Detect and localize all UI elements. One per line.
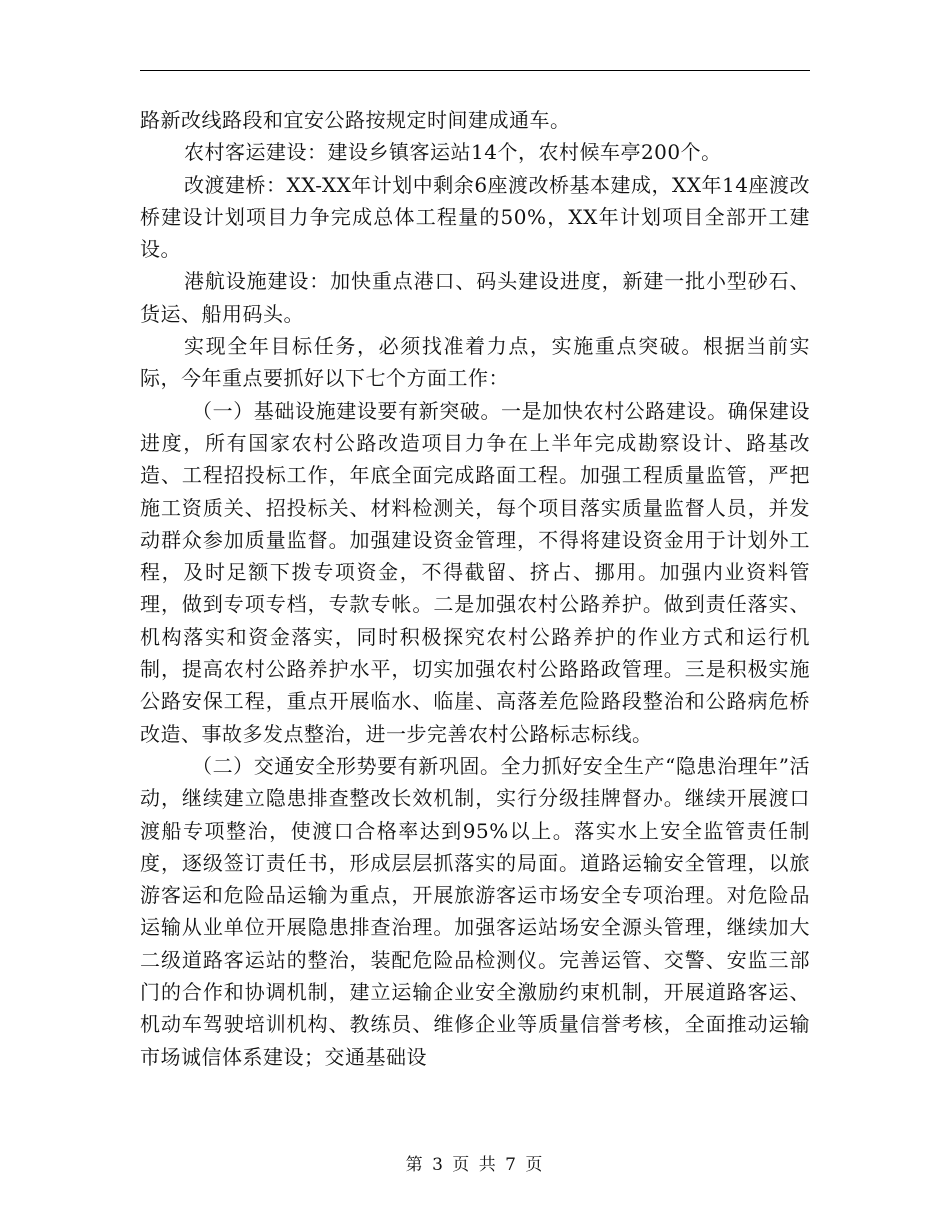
document-body (140, 104, 810, 1073)
paragraph: 实现全年目标任务，必须找准着力点，实施重点突破。根据当前实际，今年重点要抓好以下七个方面工作： (140, 334, 810, 391)
paragraph: 农村客运建设：建设乡镇客运站14个，农村候车亭200个。 (184, 140, 722, 165)
paragraph: 改渡建桥：XX-XX年计划中剩余6座渡改桥基本建成，XX年14座渡改桥建设计划项目力争完成总体工程量的50%，XX年计划项目全部开工建设。 (140, 172, 810, 262)
paragraph: （一）基础设施建设要有新突破。一是加快农村公路建设。确保建设进度，所有国家农村公路改造项目力争在上半年完成勘察设计、路基改造、工程招投标工作，年底全面完成路面工程。加强工程质量监管，严把施工资质关、招投标关、材料检测关，每个项目落实质量监督人员，并发动群众参加质量监督。加强建设资金管理，不得将建设资金用于计划外工程，及时足额下拨专项资金，不得截留、挤占、挪用。加强内业资料管理，做到专项专档，专款专帐。二是加强农村公路养护。做到责任落实、机构落实和资金落实，同时积极探究农村公路养护的作业方式和运行机制，提高农村公路养护水平，切实加强农村公路路政管理。三是积极实施公路安保工程，重点开展临水、临崖、高落差危险路段整治和公路病危桥改造、事故多发点整治，进一步完善农村公路标志标线。 (140, 398, 810, 746)
paragraph: （二）交通安全形势要有新巩固。全力抓好安全生产“隐患治理年”活动，继续建立隐患排查整改长效机制，实行分级挂牌督办。继续开展渡口渡船专项整治，使渡口合格率达到95%以上。落实水上安全监管责任制度，逐级签订责任书，形成层层抓落实的局面。道路运输安全管理，以旅游客运和危险品运输为重点，开展旅游客运市场安全专项治理。对危险品运输从业单位开展隐患排查治理。加强客运站场安全源头管理，继续加大二级道路客运站的整治，装配危险品检测仪。完善运管、交警、安监三部门的合作和协调机制，建立运输企业安全激励约束机制，开展道路客运、机动车驾驶培训机构、教练员、维修企业等质量信誉考核，全面推动运输市场诚信体系建设；交通基础设 (140, 753, 810, 1069)
header-rule (140, 70, 810, 71)
paragraph: 路新改线路段和宜安公路按规定时间建成通车。 (140, 108, 571, 132)
paragraph: 港航设施建设：加快重点港口、码头建设进度，新建一批小型砂石、货运、船用码头。 (140, 269, 810, 326)
page-number: 第 3 页 共 7 页 (405, 1155, 545, 1175)
